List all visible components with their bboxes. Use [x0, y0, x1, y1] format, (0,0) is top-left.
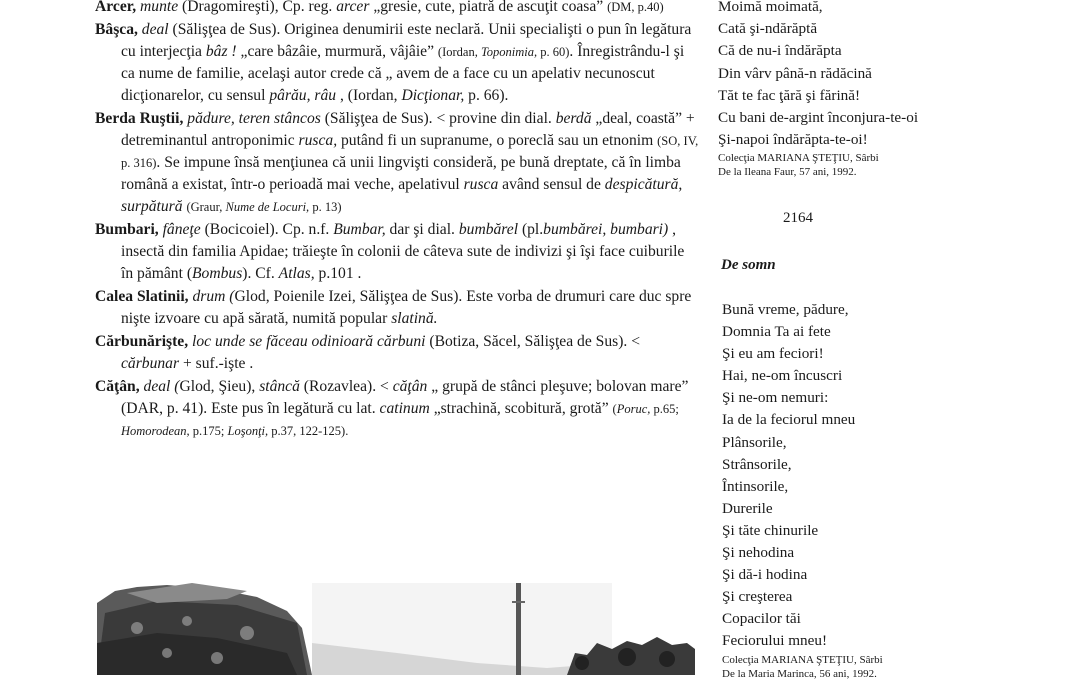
italic-term: slatină.	[391, 310, 438, 327]
verse-line: Tăt te fac ţără şi fărină!	[718, 86, 861, 104]
citation-title: Poruc,	[616, 402, 651, 416]
italic-term: pârău, râu	[269, 87, 337, 104]
landscape-photo	[97, 583, 695, 675]
entry-headword: Calea Slatinii,	[95, 288, 189, 305]
entry-text: ). Cf.	[242, 265, 279, 282]
informant-credit: De la Ileana Faur, 57 ani, 1992.	[718, 166, 857, 179]
italic-term: Atlas,	[278, 265, 315, 282]
verse-line: Bună vreme, pădure,	[722, 301, 849, 318]
dictionary-entry	[95, 219, 700, 285]
citation-title: Homorodean,	[121, 424, 190, 438]
entry-text: „strachină, scobitură, grotă”	[429, 400, 613, 417]
italic-term: căţân	[392, 378, 428, 395]
italic-term: drum (	[192, 288, 235, 305]
italic-term: berdă	[555, 110, 592, 127]
entry-text: (Rozavlea). <	[299, 378, 393, 395]
entry-text: p. 66).	[464, 87, 509, 104]
italic-term: Dicţionar,	[401, 87, 465, 104]
dictionary-entry	[95, 0, 700, 18]
entry-text: „care bâzâie, murmură, vâjâie”	[236, 43, 438, 60]
citation: p. 13)	[309, 200, 342, 214]
citation: p. 60)	[537, 45, 570, 59]
entry-text: , insectă din familia Apidae; trăieşte în colonii de câteva sute de indivizi şi îşi face cuiburile în pământ (	[121, 221, 685, 282]
citation: p.175;	[189, 424, 228, 438]
italic-term: pădure, teren stâncos	[187, 110, 321, 127]
entry-text: (Dragomireşti), Cp. reg.	[178, 0, 337, 15]
verse-line: Copacilor tăi	[722, 610, 801, 628]
citation: (	[612, 402, 617, 416]
poem-block-1	[718, 0, 1048, 179]
italic-term: cărbunar	[121, 355, 180, 372]
informant-credit: De la Maria Marinca, 56 ani, 1992.	[722, 667, 877, 680]
collection-credit: Colecţia MARIANA ŞTEŢIU, Sârbi	[718, 152, 879, 165]
verse-line: Din vârv până-n rădăcină	[718, 64, 872, 82]
dictionary-entry	[95, 108, 700, 218]
italic-term: stâncă	[259, 378, 300, 395]
verse-line: Moimă moimată,	[718, 0, 823, 15]
entry-text: „ grupă de stânci pleşuve; bolovan mare” (DAR, p. 41). Este pus în legătură cu lat.	[121, 378, 689, 417]
verse-line: Cu bani de-argint înconjura-te-oi	[718, 109, 919, 127]
dictionary-entry	[95, 286, 700, 330]
citation: p.65;	[650, 402, 679, 416]
citation-title: Loşonţi,	[227, 424, 269, 438]
citation-title: Nume de Locuri,	[225, 200, 310, 214]
verse-line: Şi creşterea	[722, 588, 793, 606]
entry-text: . Se impune însă menţiunea că unii lingvişti consideră, pe bună dreptate, că în limba română a existat, într-o perioadă mai veche, apelativul	[121, 154, 681, 193]
entry-headword: Arcer,	[95, 0, 137, 15]
entry-headword: Cărbunărişte,	[95, 333, 189, 350]
verse-line: Ia de la feciorul mneu	[722, 411, 856, 429]
entry-text: (pl.	[518, 221, 544, 238]
dictionary-entry	[95, 376, 700, 442]
citation: (SO, IV, p. 316)	[121, 134, 699, 170]
verse-line: Şi ne-om nemuri:	[722, 389, 829, 407]
entry-text: , (Iordan,	[336, 87, 402, 104]
verse-line: Şi tăte chinurile	[722, 521, 819, 539]
verse-line: Domnia Ta ai fete	[722, 323, 831, 341]
poem-number: 2164	[783, 210, 813, 226]
poem-title: De somn	[721, 257, 776, 273]
entry-headword: Berda Ruştii,	[95, 110, 184, 127]
italic-term: catinum	[379, 400, 430, 417]
verse-line: Că de nu-i îndărăpta	[718, 42, 842, 60]
entry-text: putând fi un supranume, o poreclă sau un etnonim	[337, 132, 658, 149]
dictionary-entries	[95, 0, 700, 443]
entry-text: Glod, Şieu),	[179, 378, 260, 395]
italic-term: arcer	[336, 0, 370, 15]
entry-text: (Sălişţea de Sus). < provine din dial.	[320, 110, 556, 127]
entry-headword: Căţân,	[95, 378, 140, 395]
italic-term: loc unde se făceau odinioară cărbuni	[192, 333, 426, 350]
verse-line: Durerile	[722, 499, 773, 517]
entry-text: (Botiza, Săcel, Sălişţea de Sus). <	[425, 333, 640, 350]
citation-title: Toponimia,	[480, 45, 538, 59]
entry-text: . Înregistrându-l şi ca nume de familie, acelaşi autor crede că „ avem de a face cu un apelativ necunoscut dicţionarelor, cu sensul	[121, 43, 685, 104]
entry-text: + suf.-işte .	[179, 355, 254, 372]
entry-text: (Bocicoiel). Cp. n.f.	[200, 221, 334, 238]
italic-term: deal	[141, 21, 169, 38]
collection-credit: Colecţia MARIANA ŞTEŢIU, Sârbi	[722, 653, 883, 666]
dictionary-entry	[95, 19, 700, 107]
citation: (Graur,	[186, 200, 226, 214]
entry-text: (Sălişţea de Sus). Originea denumirii este neclară. Unii specialişti o pun în legătura cu interjecţia	[121, 21, 692, 60]
verse-line: Feciorului mneu!	[722, 632, 828, 650]
verse-line: Strânsorile,	[722, 455, 792, 473]
verse-line: Şi-napoi îndărăpta-te-oi!	[718, 131, 868, 149]
italic-term: bumbărel	[458, 221, 519, 238]
poem-block-2	[722, 299, 883, 681]
entry-text: „gresie, cute, piatră de ascuţit coasa”	[369, 0, 608, 15]
italic-term: deal (	[143, 378, 180, 395]
italic-term: munte	[140, 0, 179, 15]
italic-term: rusca	[463, 176, 499, 193]
verse-line: Şi nehodina	[722, 544, 795, 562]
entry-text: Glod, Poienile Izei, Sălişţea de Sus). Este vorba de drumuri care duc spre nişte izvoare cu apă sărată, numită popular	[121, 288, 692, 327]
italic-term: rusca,	[298, 132, 338, 149]
citation: p.37, 122-125).	[268, 424, 349, 438]
italic-term: fâneţe	[162, 221, 201, 238]
verse-line: Şi dă-i hodina	[722, 566, 808, 584]
entry-headword: Bâşca,	[95, 21, 138, 38]
entry-text: dar şi dial.	[385, 221, 459, 238]
italic-term: Bombus	[192, 265, 243, 282]
entry-text: având sensul de	[498, 176, 605, 193]
italic-term: despicătură, surpătură	[121, 176, 683, 215]
citation: (DM, p.40)	[607, 0, 664, 14]
citation: (Iordan,	[437, 45, 481, 59]
dictionary-entry	[95, 331, 700, 375]
entry-headword: Bumbari,	[95, 221, 159, 238]
entry-text: p.101 .	[314, 265, 362, 282]
verse-line: Şi eu am feciori!	[722, 345, 824, 363]
verse-line: Cată şi-ndărăptă	[718, 20, 818, 38]
verse-line: Hai, ne-om încuscri	[722, 367, 843, 385]
verse-line: Plânsorile,	[722, 433, 787, 451]
verse-line: Întinsorile,	[722, 477, 789, 495]
italic-term: bumbărei, bumbari)	[543, 221, 669, 238]
italic-term: Bumbar,	[333, 221, 386, 238]
italic-term: bâz !	[205, 43, 237, 60]
entry-text: „deal, coastă” + detreminantul antroponimic	[121, 110, 695, 149]
